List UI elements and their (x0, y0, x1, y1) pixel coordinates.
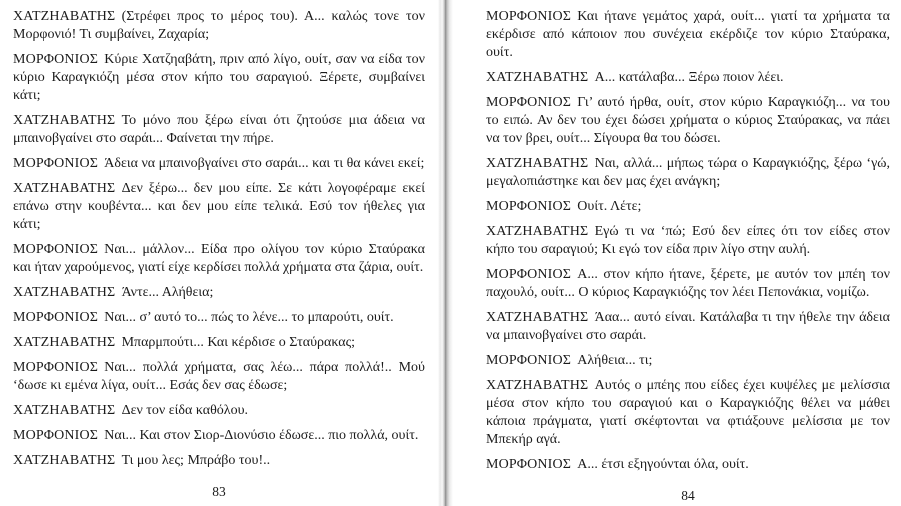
speaker-name: ΧΑΤΖΗΑΒΑΤΗΣ (13, 403, 116, 418)
dialogue-text: Εγώ τι να ‘πώ; Εσύ δεν είπες ότι τον είδες στον κήπο του σαραγιού; Κι εγώ τον είδα πριν λίγο στην αυλή. (486, 224, 890, 257)
dialogue-paragraph (486, 377, 890, 449)
speaker-name: ΜΟΡΦΟΝΙΟΣ (13, 310, 98, 325)
dialogue-text: Αυτός ο μπέης που είδες έχει κυψέλες με μελίσσια μέσα στον κήπο του σαραγιού και ο Καραγκιόζης θέλει να μάθει κάποια πράγματα, γιατί σκέφτονται να φτιάξουνε μελίσσια με τον Μπεκήρ αγά. (486, 378, 890, 447)
page-spine-divider (438, 0, 453, 506)
speaker-name: ΧΑΤΖΗΑΒΑΤΗΣ (13, 285, 116, 300)
speaker-name: ΧΑΤΖΗΑΒΑΤΗΣ (486, 310, 589, 325)
speaker-name: ΜΟΡΦΟΝΙΟΣ (486, 267, 571, 282)
page-number-right: 84 (681, 488, 695, 503)
speaker-name: ΧΑΤΖΗΑΒΑΤΗΣ (486, 378, 589, 393)
dialogue-paragraph (13, 8, 425, 44)
page-left (0, 0, 438, 506)
speaker-name: ΧΑΤΖΗΑΒΑΤΗΣ (486, 156, 589, 171)
dialogue-text: Α... έτσι εξηγούνται όλα, ουίτ. (577, 457, 749, 472)
speaker-name: ΜΟΡΦΟΝΙΟΣ (486, 353, 571, 368)
speaker-name: ΧΑΤΖΗΑΒΑΤΗΣ (486, 224, 589, 239)
dialogue-paragraph (13, 402, 425, 420)
dialogue-text: Κύριε Χατζηαβάτη, πριν από λίγο, ουίτ, σαν να είδα τον κύριο Καραγκιόζη μέσα στον κήπο του σαραγιού. Ξέρετε, συμβαίνει κάτι; (13, 52, 425, 103)
dialogue-paragraph (13, 112, 425, 148)
dialogue-paragraph (13, 180, 425, 234)
dialogue-paragraph (13, 427, 425, 445)
speaker-name: ΧΑΤΖΗΑΒΑΤΗΣ (13, 335, 116, 350)
speaker-name: ΜΟΡΦΟΝΙΟΣ (13, 428, 98, 443)
speaker-name: ΜΟΡΦΟΝΙΟΣ (13, 52, 98, 67)
dialogue-paragraph (486, 309, 890, 345)
dialogue-paragraph (486, 198, 890, 216)
speaker-name: ΜΟΡΦΟΝΙΟΣ (486, 95, 571, 110)
speaker-name: ΧΑΤΖΗΑΒΑΤΗΣ (13, 9, 116, 24)
dialogue-text: Ναι... Και στον Σιορ-Διονύσιο έδωσε... πιο πολλά, ουίτ. (104, 428, 419, 443)
dialogue-paragraph (13, 241, 425, 277)
dialogue-paragraph (486, 456, 890, 474)
dialogue-text: Τι μου λες; Μπράβο του!.. (121, 453, 271, 468)
dialogue-text: (Στρέφει προς το μέρος του). Α... καλώς τονε τον Μορφονιό! Τι συμβαίνει, Ζαχαρία; (13, 9, 425, 42)
dialogue-text: Ναι, αλλά... μήπως τώρα ο Καραγκιόζης, ξέρω ‘γώ, μεγαλοπιάστηκε και δεν μας έχει ανάγκη; (486, 156, 890, 189)
dialogue-paragraph (486, 223, 890, 259)
speaker-name: ΜΟΡΦΟΝΙΟΣ (486, 9, 571, 24)
dialogue-text: Α... κατάλαβα... Ξέρω ποιον λέει. (594, 70, 784, 85)
dialogue-text: Δεν τον είδα καθόλου. (121, 403, 249, 418)
speaker-name: ΜΟΡΦΟΝΙΟΣ (486, 457, 571, 472)
dialogue-paragraph (486, 69, 890, 87)
page-right (453, 0, 901, 506)
dialogue-paragraph (13, 334, 425, 352)
speaker-name: ΜΟΡΦΟΝΙΟΣ (13, 156, 98, 171)
dialogue-paragraph (13, 51, 425, 105)
dialogue-paragraph (13, 452, 425, 470)
dialogue-text: Άαα... αυτό είναι. Κατάλαβα τι την ήθελε την άδεια να μπαινοβγαίνει στο σαράι. (486, 310, 890, 343)
dialogue-paragraph (486, 155, 890, 191)
dialogue-paragraph (13, 284, 425, 302)
dialogue-text: Άντε... Αλήθεια; (121, 285, 214, 300)
speaker-name: ΜΟΡΦΟΝΙΟΣ (486, 199, 571, 214)
dialogue-text: Μπαρμπούτι... Και κέρδισε ο Σταύρακας; (121, 335, 356, 350)
page-number-left: 83 (212, 484, 226, 499)
dialogue-paragraph (486, 8, 890, 62)
speaker-name: ΜΟΡΦΟΝΙΟΣ (13, 360, 98, 375)
dialogue-text: Α... στον κήπο ήτανε, ξέρετε, με αυτόν τον μπέη τον παχουλό, ουίτ... Ο κύριος Καραγκιόζης τον λέει Πεπονάκια, νομίζω. (486, 267, 890, 300)
dialogue-text: Ναι... μάλλον... Είδα προ ολίγου τον κύριο Σταύρακα και ήταν χαρούμενος, γιατί είχε κερδίσει πολλά χρήματα στα ζάρια, ουίτ. (13, 242, 425, 275)
speaker-name: ΜΟΡΦΟΝΙΟΣ (13, 242, 98, 257)
page-text-left (13, 8, 425, 470)
speaker-name: ΧΑΤΖΗΑΒΑΤΗΣ (13, 181, 116, 196)
page-text-right (486, 8, 890, 474)
dialogue-text: Ουίτ. Λέτε; (577, 199, 642, 214)
dialogue-paragraph (486, 352, 890, 370)
dialogue-text: Γι’ αυτό ήρθα, ουίτ, στον κύριο Καραγκιόζη... να του το ειπώ. Αν δεν του έχει δώσει χρήματα ο κύριος Σταύρακας, να πάει να τον βρει, ουίτ... Σίγουρα θα του δώσει. (486, 95, 890, 146)
speaker-name: ΧΑΤΖΗΑΒΑΤΗΣ (13, 113, 116, 128)
dialogue-text: Το μόνο που ξέρω είναι ότι ζητούσε μια άδεια να μπαινοβγαίνει στο σαράι... Φαίνεται την πήρε. (13, 113, 425, 146)
dialogue-text: Και ήτανε γεμάτος χαρά, ουίτ... γιατί τα χρήματα τα εκέρδισε από κάποιον που συνέχεια εκέρδιζε τον κύριο Σταύρακα, ουίτ. (486, 9, 890, 60)
dialogue-text: Ναι... σ’ αυτό το... πώς το λένε... το μπαρούτι, ουίτ. (104, 310, 394, 325)
dialogue-paragraph (13, 309, 425, 327)
dialogue-text: Αλήθεια... τι; (577, 353, 653, 368)
dialogue-text: Άδεια να μπαινοβγαίνει στο σαράι... και τι θα κάνει εκεί; (104, 156, 425, 171)
speaker-name: ΧΑΤΖΗΑΒΑΤΗΣ (486, 70, 589, 85)
dialogue-paragraph (486, 94, 890, 148)
dialogue-text: Ναι... πολλά χρήματα, σας λέω... πάρα πολλά!.. Μού ‘δωσε κι εμένα λίγα, ουίτ... Εσάς δεν σας έδωσε; (13, 360, 425, 393)
dialogue-paragraph (13, 155, 425, 173)
speaker-name: ΧΑΤΖΗΑΒΑΤΗΣ (13, 453, 116, 468)
dialogue-text: Δεν ξέρω... δεν μου είπε. Σε κάτι λογοφέραμε εκεί επάνω στην κουβέντα... και δεν μου είπε τελικά. Εσύ τον ήθελες για κάτι; (13, 181, 425, 232)
dialogue-paragraph (486, 266, 890, 302)
dialogue-paragraph (13, 359, 425, 395)
